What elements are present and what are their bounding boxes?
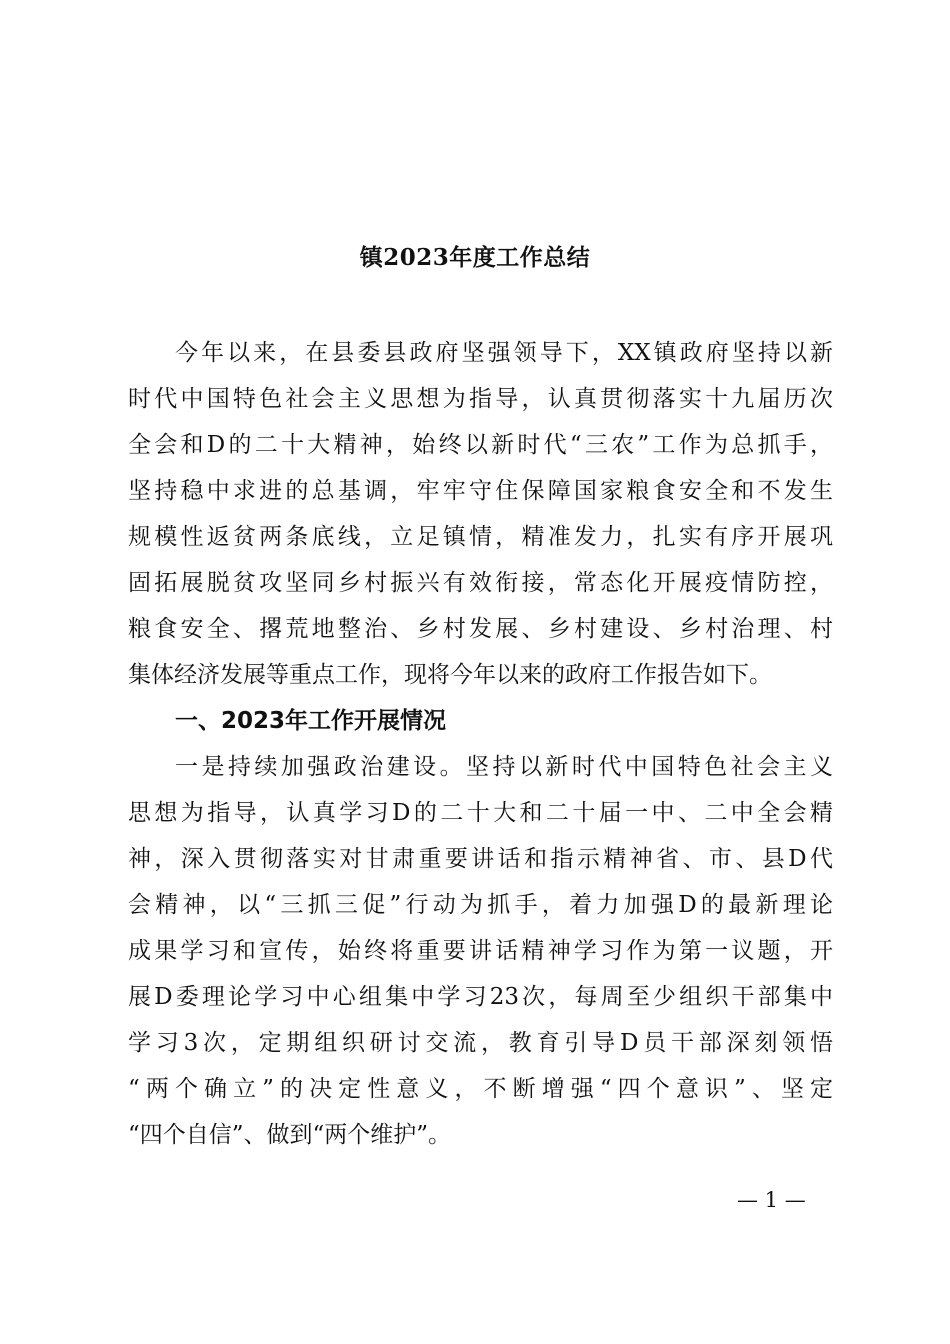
paragraph-line: 粮食安全、撂荒地整治、乡村发展、乡村建设、乡村治理、村 <box>128 616 833 642</box>
paragraph-line: 固拓展脱贫攻坚同乡村振兴有效衔接，常态化开展疫情防控， <box>128 570 833 596</box>
document-body <box>128 330 848 1158</box>
page-number: — 1 — <box>737 1188 806 1212</box>
paragraph-line: 集体经济发展等重点工作，现将今年以来的政府工作报告如下。 <box>128 662 772 688</box>
paragraph-line: 时代中国特色社会主义思想为指导，认真贯彻落实十九届历次 <box>128 386 833 412</box>
paragraph-line: 今年以来，在县委县政府坚强领导下，XX镇政府坚持以新 <box>175 340 833 366</box>
paragraph-line: 会精神，以“三抓三促”行动为抓手，着力加强D的最新理论 <box>128 892 833 918</box>
paragraph-line: 成果学习和宣传，始终将重要讲话精神学习作为第一议题，开 <box>128 938 833 964</box>
document-title: 镇2023年度工作总结 <box>359 244 591 271</box>
paragraph-line: 一是持续加强政治建设。坚持以新时代中国特色社会主义 <box>175 754 833 780</box>
section-heading: 一、2023年工作开展情况 <box>175 708 447 734</box>
paragraph-line: “两个确立”的决定性意义，不断增强“四个意识”、坚定 <box>128 1076 833 1102</box>
paragraph-line: 全会和D的二十大精神，始终以新时代“三农”工作为总抓手， <box>128 432 833 458</box>
paragraph-line: 学习3次，定期组织研讨交流，教育引导D员干部深刻领悟 <box>128 1030 833 1056</box>
paragraph-line: 展D委理论学习中心组集中学习23次，每周至少组织干部集中 <box>128 984 833 1010</box>
paragraph-line: 坚持稳中求进的总基调，牢牢守住保障国家粮食安全和不发生 <box>128 478 833 504</box>
paragraph-line: “四个自信”、做到“两个维护”。 <box>128 1122 452 1148</box>
paragraph-line: 思想为指导，认真学习D的二十大和二十届一中、二中全会精 <box>128 800 833 826</box>
paragraph-line: 神，深入贯彻落实对甘肃重要讲话和指示精神省、市、县D代 <box>128 846 833 872</box>
paragraph-line: 规模性返贫两条底线，立足镇情，精准发力，扎实有序开展巩 <box>128 524 833 550</box>
